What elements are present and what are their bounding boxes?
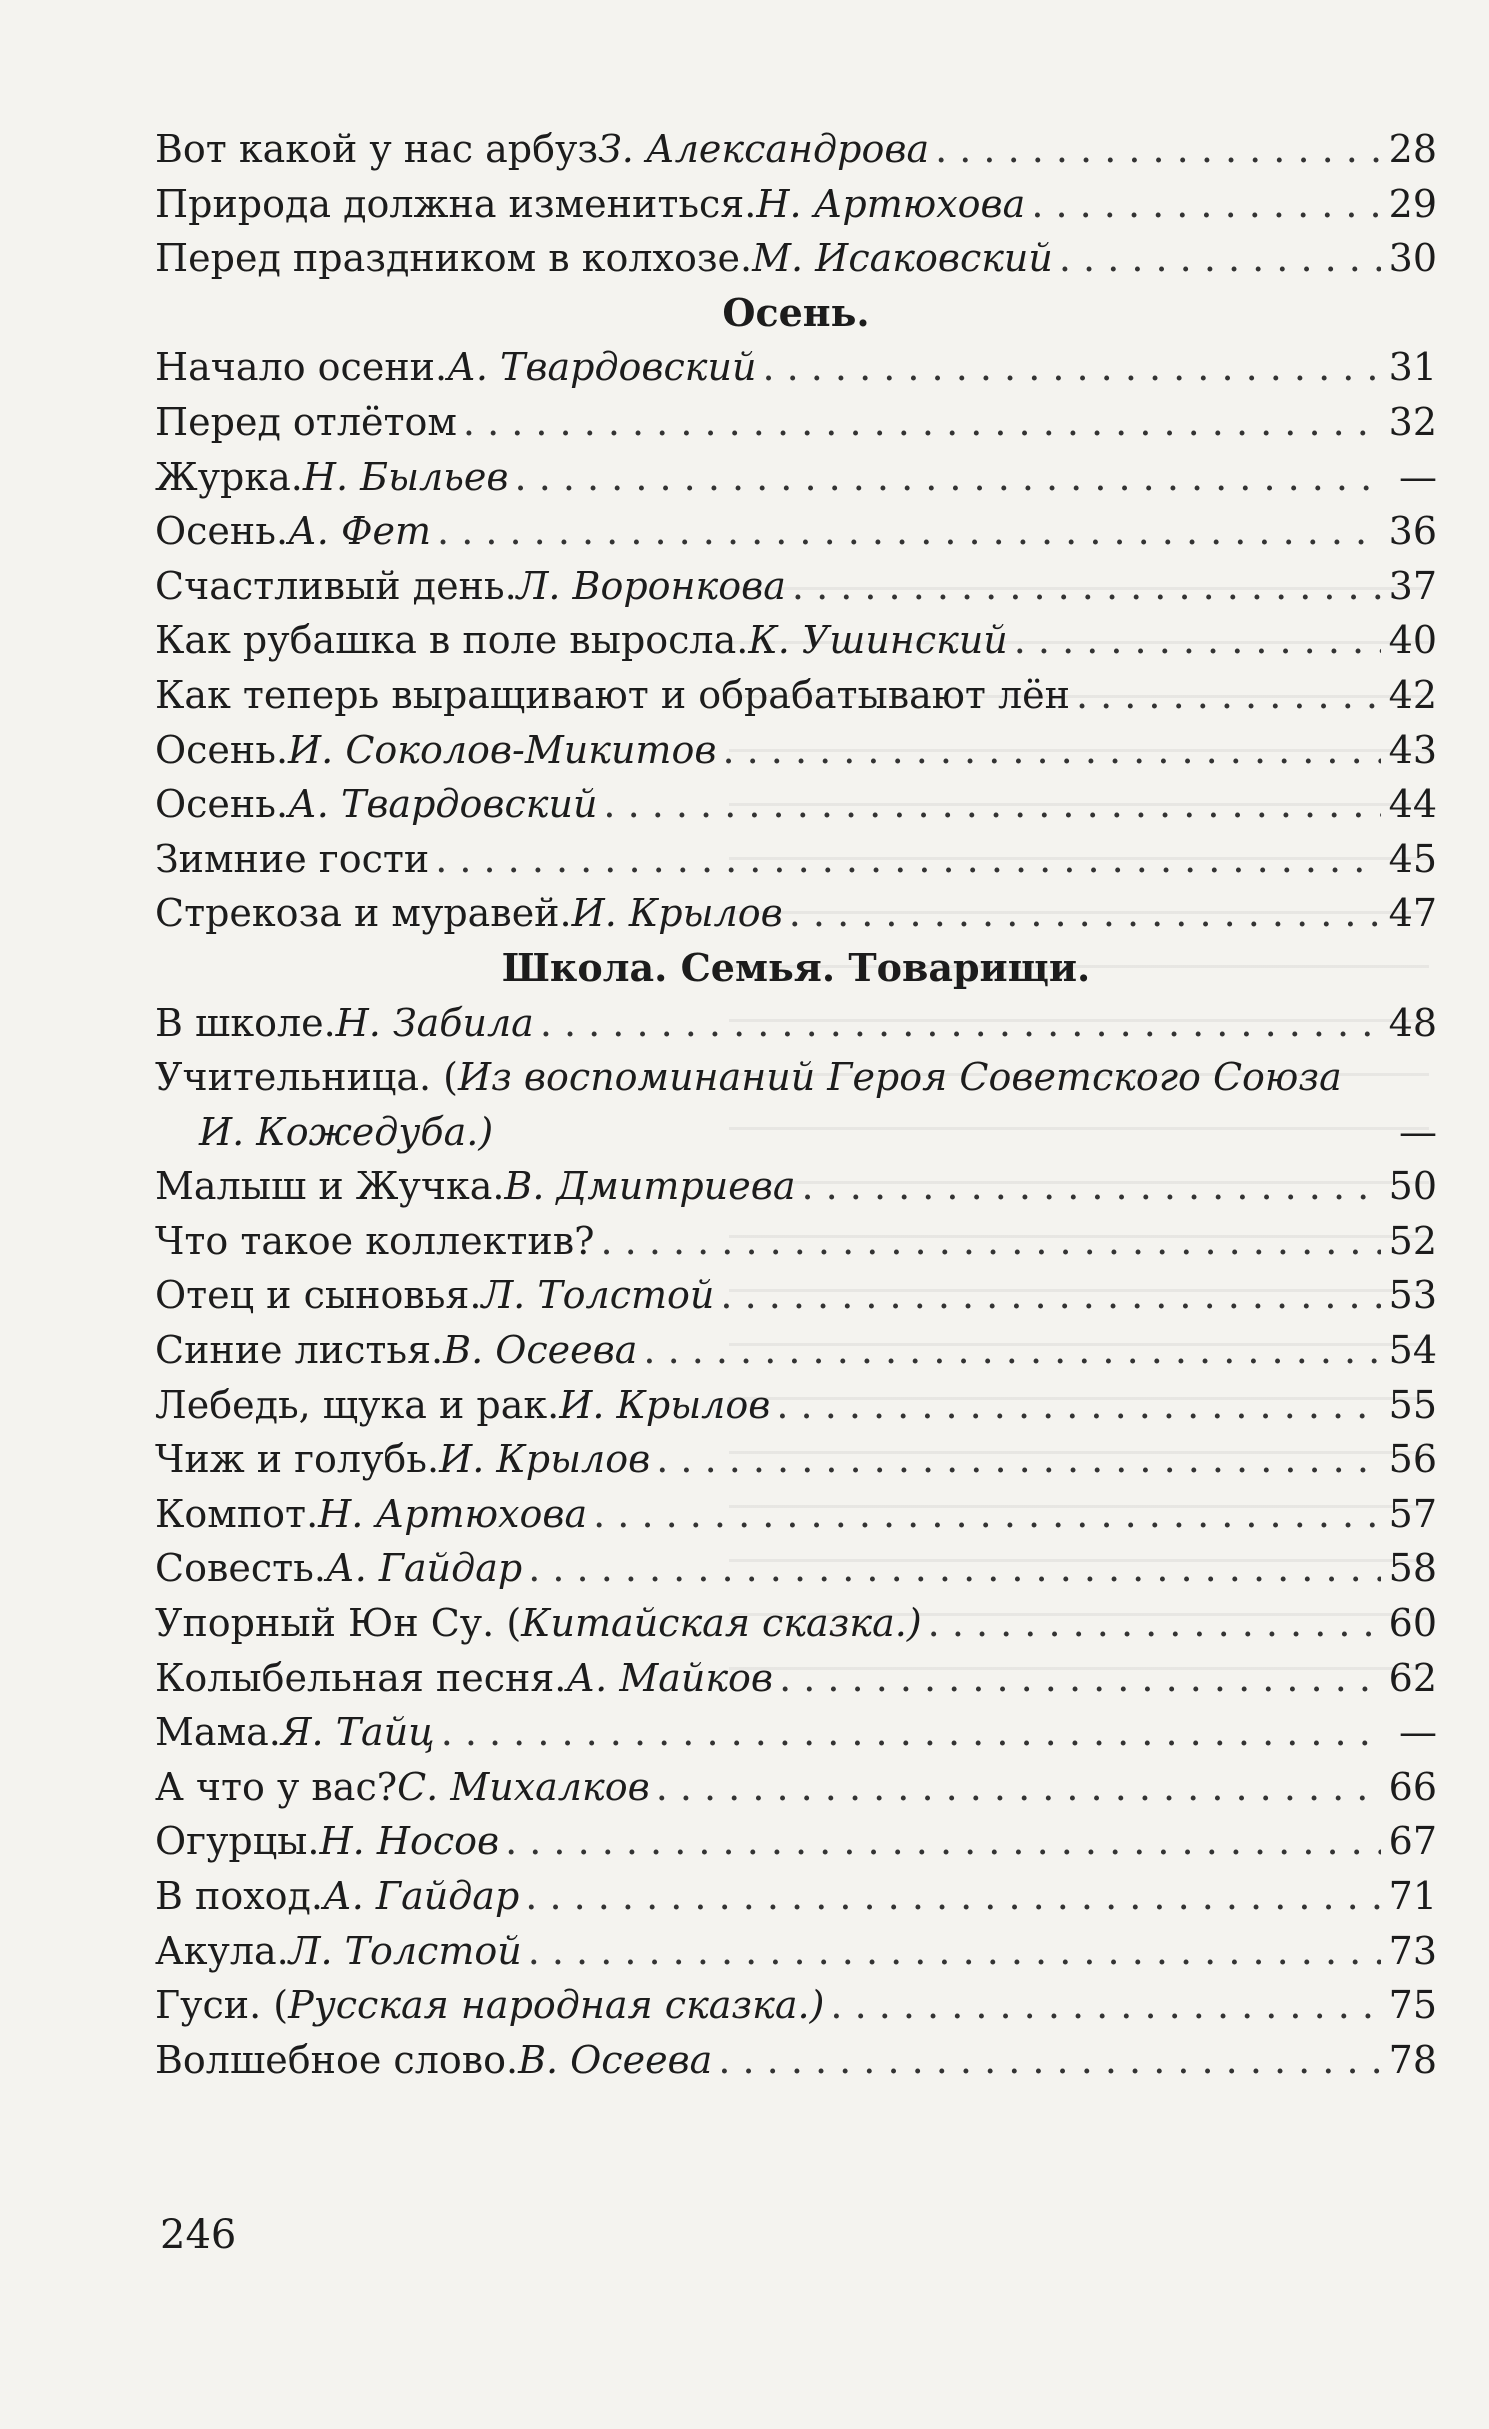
entry-page-number: 78 xyxy=(1388,2037,1437,2082)
dot-leader xyxy=(601,1214,1382,1269)
dot-leader xyxy=(1031,177,1381,232)
entry-author: И. Крылов xyxy=(571,891,783,936)
entry-page-number: 40 xyxy=(1388,618,1437,663)
entry-title: Мама. xyxy=(155,1710,281,1755)
dot-leader xyxy=(779,1651,1381,1706)
dot-leader xyxy=(776,1378,1381,1433)
toc-entry xyxy=(155,1432,1437,1487)
entry-page-number: 53 xyxy=(1388,1273,1437,1318)
toc-entry xyxy=(155,1760,1437,1815)
entry-title: Зимние гости xyxy=(155,836,430,881)
entry-title: В поход. xyxy=(155,1874,323,1918)
entry-page-number: 57 xyxy=(1388,1491,1437,1536)
dot-leader xyxy=(505,1814,1381,1869)
entry-author: А. Майков xyxy=(566,1655,774,1700)
entry-page-number: 48 xyxy=(1388,1000,1437,1045)
dot-leader xyxy=(656,1432,1381,1487)
dot-leader xyxy=(435,832,1381,887)
entry-page-number: 62 xyxy=(1388,1655,1437,1700)
toc-entry xyxy=(155,1268,1437,1323)
entry-page-number: 37 xyxy=(1388,563,1437,608)
entry-author: Л. Толстой xyxy=(288,1928,522,1973)
dot-leader xyxy=(801,1159,1381,1214)
entry-author: М. Исаковский xyxy=(752,236,1053,281)
toc-entry xyxy=(155,2033,1437,2088)
toc-entry xyxy=(155,559,1437,614)
entry-author: Л. Воронкова xyxy=(516,563,786,608)
toc-entry xyxy=(155,504,1437,559)
dot-leader xyxy=(528,1924,1381,1979)
entry-title: Осень. xyxy=(155,727,289,772)
entry-author: Китайская сказка.) xyxy=(521,1601,922,1646)
dot-leader xyxy=(603,777,1381,832)
entry-author: Я. Тайц xyxy=(280,1710,435,1755)
entry-title: Малыш и Жучка. xyxy=(155,1164,505,1209)
entry-title: Журка. xyxy=(155,454,303,499)
toc-entry xyxy=(155,1214,1437,1269)
entry-title: Перед отлётом xyxy=(155,399,457,444)
entry-title: Счастливый день. xyxy=(155,563,517,608)
entry-title: Колыбельная песня. xyxy=(155,1655,567,1700)
entry-page-number: 28 xyxy=(1388,127,1437,171)
entry-author: Н. Артюхова xyxy=(756,181,1026,226)
dot-leader xyxy=(528,1541,1381,1596)
toc-entry xyxy=(155,886,1437,941)
entry-title: Лебедь, щука и рак. xyxy=(155,1382,560,1427)
toc-entry xyxy=(155,1978,1437,2033)
entry-title: А что у вас? xyxy=(155,1764,398,1809)
entry-title: Как рубашка в поле выросла. xyxy=(155,618,749,663)
dot-leader xyxy=(722,723,1381,778)
dot-leader xyxy=(1076,668,1381,723)
entry-page-number: 30 xyxy=(1388,236,1437,281)
dot-leader xyxy=(540,996,1381,1051)
entry-title: Акула. xyxy=(155,1928,289,1973)
toc-entry xyxy=(155,1050,1437,1105)
entry-author: А. Фет xyxy=(288,509,432,554)
dot-leader xyxy=(789,886,1381,941)
toc-entry xyxy=(155,1705,1437,1760)
entry-page-number: 73 xyxy=(1388,1928,1437,1973)
entry-title: Осень. xyxy=(155,782,289,827)
toc-entry xyxy=(155,231,1437,286)
dot-leader xyxy=(593,1487,1381,1542)
dot-leader xyxy=(935,122,1381,177)
dot-leader xyxy=(437,504,1381,559)
entry-page-number: 52 xyxy=(1388,1218,1437,1263)
entry-title: Природа должна измениться. xyxy=(155,181,757,226)
entry-title: Волшебное слово. xyxy=(155,2037,519,2082)
toc-entry xyxy=(155,1596,1437,1651)
entry-page-number: 54 xyxy=(1388,1328,1437,1373)
dot-leader xyxy=(525,1869,1381,1924)
entry-page-number: — xyxy=(1399,454,1437,499)
entry-page-number: 55 xyxy=(1388,1382,1437,1427)
dot-leader xyxy=(792,559,1381,614)
entry-title: Перед праздником в колхозе. xyxy=(155,236,753,281)
toc-entry xyxy=(155,723,1437,778)
entry-title: Осень. xyxy=(155,509,289,554)
entry-author: Л. Толстой xyxy=(481,1273,715,1318)
dot-leader xyxy=(718,2033,1381,2088)
entry-title: Отец и сыновья. xyxy=(155,1273,482,1318)
entry-page-number: — xyxy=(1399,1109,1437,1154)
entry-page-number: 50 xyxy=(1388,1164,1437,1209)
entry-title: Начало осени. xyxy=(155,345,448,390)
entry-author: В. Дмитриева xyxy=(504,1164,796,1209)
toc-entry xyxy=(155,1651,1437,1706)
entry-page-number: 60 xyxy=(1388,1601,1437,1646)
dot-leader xyxy=(441,1705,1381,1760)
entry-title: В школе. xyxy=(155,1000,336,1045)
entry-author: В. Осеева xyxy=(443,1328,638,1373)
entry-author: А. Твардовский xyxy=(288,782,598,827)
entry-title: Вот какой у нас арбуз xyxy=(155,127,599,171)
entry-author: Н. Носов xyxy=(319,1819,500,1864)
entry-author: И. Соколов-Микитов xyxy=(288,727,717,772)
entry-author: А. Твардовский xyxy=(447,345,757,390)
toc-entry xyxy=(155,1924,1437,1979)
entry-author-continuation: И. Кожедуба.) xyxy=(199,1109,494,1154)
entry-page-number: 58 xyxy=(1388,1546,1437,1591)
toc-entry xyxy=(155,340,1437,395)
entry-page-number: 29 xyxy=(1388,181,1437,226)
entry-author: А. Гайдар xyxy=(325,1546,523,1591)
entry-author: Н. Забила xyxy=(335,1000,534,1045)
entry-title: Синие листья. xyxy=(155,1328,444,1373)
toc-entry xyxy=(155,613,1437,668)
toc-entry xyxy=(155,1541,1437,1596)
dot-leader xyxy=(515,450,1381,505)
toc-entry xyxy=(155,1159,1437,1214)
dot-leader xyxy=(830,1978,1381,2033)
entry-page-number: 67 xyxy=(1388,1819,1437,1864)
entry-author: С. Михалков xyxy=(397,1764,650,1809)
entry-title: Стрекоза и муравей. xyxy=(155,891,572,936)
toc-entry xyxy=(155,1487,1437,1542)
entry-page-number: — xyxy=(1399,1710,1437,1755)
dot-leader xyxy=(1059,231,1381,286)
table-of-contents xyxy=(155,122,1437,2087)
entry-page-number: 56 xyxy=(1388,1437,1437,1482)
toc-entry xyxy=(155,177,1437,232)
dot-leader xyxy=(720,1268,1381,1323)
toc-entry xyxy=(155,395,1437,450)
entry-page-number: 31 xyxy=(1388,345,1437,390)
entry-page-number: 75 xyxy=(1388,1983,1437,2028)
section-heading: Осень. xyxy=(722,289,870,335)
dot-leader xyxy=(656,1760,1381,1815)
entry-author: З. Александрова xyxy=(598,127,930,171)
toc-entry xyxy=(155,777,1437,832)
entry-title: Совесть. xyxy=(155,1546,326,1591)
entry-page-number: 47 xyxy=(1388,891,1437,936)
toc-entry-continuation xyxy=(155,1105,1437,1160)
entry-author: К. Ушинский xyxy=(748,618,1008,663)
toc-entry xyxy=(155,1378,1437,1433)
entry-title: Огурцы. xyxy=(155,1819,320,1864)
entry-page-number: 32 xyxy=(1388,399,1437,444)
toc-entry xyxy=(155,122,1437,177)
entry-title: Упорный Юн Су. ( xyxy=(155,1601,522,1646)
toc-entry xyxy=(155,996,1437,1051)
toc-entry xyxy=(155,832,1437,887)
entry-title: Как теперь выращивают и обрабатывают лён xyxy=(155,672,1070,717)
entry-author: В. Осеева xyxy=(518,2037,713,2082)
toc-entry xyxy=(155,668,1437,723)
entry-author: И. Крылов xyxy=(439,1437,651,1482)
entry-author: Н. Артюхова xyxy=(318,1491,588,1536)
entry-title: Компот. xyxy=(155,1491,319,1536)
entry-page-number: 42 xyxy=(1388,672,1437,717)
dot-leader xyxy=(463,395,1381,450)
toc-entry xyxy=(155,1869,1437,1924)
entry-title: Учительница. ( xyxy=(155,1055,458,1100)
dot-leader xyxy=(1014,613,1381,668)
dot-leader xyxy=(928,1596,1381,1651)
entry-title: Что такое коллектив? xyxy=(155,1218,595,1263)
section-heading: Школа. Семья. Товарищи. xyxy=(501,944,1091,990)
page-number: 246 xyxy=(160,2212,237,2258)
entry-page-number: 66 xyxy=(1388,1764,1437,1809)
toc-entry xyxy=(155,450,1437,505)
dot-leader xyxy=(643,1323,1381,1378)
entry-author: Из воспоминаний Героя Советского Союза xyxy=(457,1055,1342,1100)
toc-entry xyxy=(155,1814,1437,1869)
entry-title: Чиж и голубь. xyxy=(155,1437,440,1482)
toc-entry xyxy=(155,1323,1437,1378)
entry-page-number: 43 xyxy=(1388,727,1437,772)
entry-title: Гуси. ( xyxy=(155,1983,289,2028)
entry-page-number: 45 xyxy=(1388,836,1437,881)
entry-page-number: 71 xyxy=(1388,1874,1437,1918)
dot-leader xyxy=(762,340,1381,395)
entry-author: А. Гайдар xyxy=(323,1874,520,1918)
entry-author: И. Крылов xyxy=(559,1382,771,1427)
entry-page-number: 44 xyxy=(1388,782,1437,827)
entry-author: Русская народная сказка.) xyxy=(288,1983,825,2028)
entry-author: Н. Быльев xyxy=(302,454,509,499)
entry-page-number: 36 xyxy=(1388,509,1437,554)
